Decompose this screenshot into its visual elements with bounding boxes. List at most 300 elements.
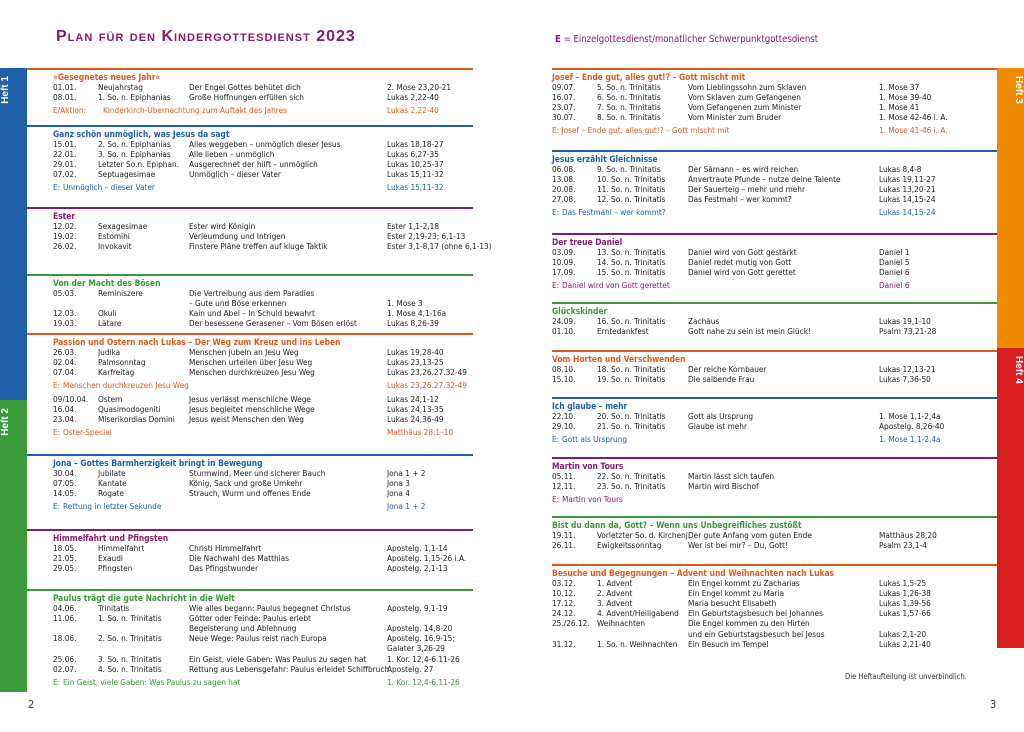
sunday-cell: Invokavit bbox=[98, 241, 132, 252]
heft-tab-1 bbox=[0, 68, 27, 408]
date-cell: 30.07. bbox=[552, 112, 576, 123]
sunday-cell: 2. Advent bbox=[597, 588, 633, 599]
e-topic: Ein Geist, viele Gaben: Was Paulus zu sagen hat bbox=[63, 676, 241, 687]
section-rule bbox=[53, 274, 473, 276]
section-color-marker bbox=[965, 350, 997, 352]
date-cell: 05.11. bbox=[552, 471, 576, 482]
table-row bbox=[53, 488, 473, 498]
table-row bbox=[552, 374, 965, 384]
e-label: E: bbox=[552, 207, 560, 218]
sunday-cell: Weihnachten bbox=[597, 618, 646, 629]
topic-cell: Kain und Abel – In Schuld bewahrt bbox=[189, 308, 315, 319]
topic-cell: Ausgerechnet der hilft – unmöglich bbox=[189, 159, 318, 170]
table-row bbox=[53, 241, 492, 252]
topic-cell: Christi Himmelfahrt bbox=[189, 543, 262, 554]
date-cell: 18.06. bbox=[53, 633, 77, 644]
single-service-row bbox=[53, 427, 473, 438]
table-row bbox=[53, 543, 473, 553]
section-color-marker bbox=[965, 457, 997, 459]
e-topic: Menschen durchkreuzen Jesu Weg bbox=[63, 380, 189, 391]
reference-cell: Lukas 2,1-20 bbox=[879, 628, 927, 639]
reference-cell: Matthäus 28,20 bbox=[879, 530, 937, 541]
sunday-cell: 9. So. n. Trinitatis bbox=[597, 164, 661, 175]
table-row bbox=[53, 318, 473, 328]
section-color-marker bbox=[965, 564, 997, 566]
section-title: Himmelfahrt und Pfingsten bbox=[53, 533, 169, 543]
table-row bbox=[552, 411, 965, 421]
date-cell: 29.05. bbox=[53, 563, 77, 574]
topic-cell: Der Sauerteig – mehr und mehr bbox=[688, 184, 805, 195]
section-color-marker bbox=[965, 150, 997, 152]
reference-cell: Lukas 8,26-39 bbox=[387, 318, 439, 329]
date-cell: 20.08. bbox=[552, 184, 576, 195]
sunday-cell: 5. So. n. Trinitatis bbox=[597, 82, 661, 93]
topic-cell: Ein Geist, viele Gaben: Was Paulus zu sagen hat bbox=[189, 653, 367, 664]
sunday-cell: Ewigkeitssonntag bbox=[597, 540, 662, 551]
topic-cell: Die Vertreibung aus dem Paradies bbox=[189, 288, 315, 299]
section-title: Ganz schön unmöglich, was Jesus da sagt bbox=[53, 129, 230, 139]
section-title: Ich glaube – mehr bbox=[552, 401, 628, 411]
e-reference: Lukas 23,26.27.32-49 bbox=[387, 380, 467, 391]
date-cell: 07.04. bbox=[53, 367, 77, 378]
date-cell: 26.11. bbox=[552, 540, 576, 551]
e-reference: Matthäus 28,1–10 bbox=[387, 427, 454, 438]
date-cell: 21.05. bbox=[53, 553, 77, 564]
date-cell: 02.04. bbox=[53, 357, 77, 368]
sunday-cell: 6. So. n. Trinitatis bbox=[597, 92, 661, 103]
table-row bbox=[552, 608, 965, 618]
table-row bbox=[552, 112, 965, 122]
sunday-cell: 3. So. n. Trinitatis bbox=[98, 653, 162, 664]
reference-cell: Lukas 1,57-66 bbox=[879, 608, 931, 619]
sunday-cell: Karfreitag bbox=[98, 367, 135, 378]
reference-cell: 1. Mose 37 bbox=[879, 82, 920, 93]
table-row bbox=[552, 530, 965, 540]
date-cell: 11.06. bbox=[53, 613, 77, 624]
section-color-marker bbox=[27, 274, 53, 276]
sunday-cell: 2. So. n. Epiphanias bbox=[98, 139, 171, 150]
table-row bbox=[53, 308, 473, 318]
date-cell: 19.03. bbox=[53, 318, 77, 329]
e-topic: Rettung in letzter Sekunde bbox=[63, 501, 162, 512]
topic-cell: Menschen durchkreuzen Jesu Weg bbox=[189, 367, 315, 378]
e-reference: Lukas 14,15-24 bbox=[879, 207, 936, 218]
sunday-cell: 2. So. n. Trinitatis bbox=[98, 633, 162, 644]
reference-cell: Lukas 18,18-27 bbox=[387, 139, 444, 150]
sunday-cell: Rogate bbox=[98, 488, 124, 499]
legend-key: E bbox=[555, 34, 561, 45]
date-cell: 10.09. bbox=[552, 257, 576, 268]
section-color-marker bbox=[27, 207, 53, 209]
reference-cell: Lukas 1,5-25 bbox=[879, 578, 927, 589]
legend-text: = Einzelgottesdienst/monatlicher Schwerpunktgottesdienst bbox=[563, 34, 819, 45]
sunday-cell: Exaudi bbox=[98, 553, 123, 564]
sunday-cell: 13. So. n. Trinitatis bbox=[597, 247, 666, 258]
sunday-cell: Letzter So.n. Epiphan. bbox=[98, 159, 179, 170]
sunday-cell: Miserikordias Domini bbox=[98, 414, 175, 425]
section-color-marker bbox=[965, 397, 997, 399]
table-row bbox=[53, 664, 473, 674]
reference-cell: Psalm 23,1-4 bbox=[879, 540, 927, 551]
heft-tab-1 bbox=[997, 68, 1024, 348]
date-cell: 16.07. bbox=[552, 92, 576, 103]
heft-tab-label: Heft 2 bbox=[0, 408, 11, 436]
section-rule bbox=[53, 68, 473, 70]
e-label: E: bbox=[53, 501, 61, 512]
reference-cell: 1. Mose 1,1-2,4a bbox=[879, 411, 941, 422]
topic-cell: Anvertraute Pfunde – nutze deine Talente bbox=[688, 174, 841, 185]
sunday-cell: 20. So. n. Trinitatis bbox=[597, 411, 666, 422]
reference-cell: 1. Mose 3 bbox=[387, 298, 423, 309]
topic-cell: Der gute Anfang vom guten Ende bbox=[688, 530, 812, 541]
reference-cell: 2. Mose 23,20-21 bbox=[387, 82, 452, 93]
table-row bbox=[53, 221, 473, 231]
topic-cell: Ester wird Königin bbox=[189, 221, 256, 232]
topic-cell: Neue Wege: Paulus reist nach Europa bbox=[189, 633, 327, 644]
table-row bbox=[552, 421, 965, 431]
topic-cell: Alle lieben – unmöglich bbox=[189, 149, 275, 160]
plan-section bbox=[552, 457, 965, 505]
sunday-cell: 15. So. n. Trinitatis bbox=[597, 267, 666, 278]
reference-cell: Lukas 12,13-21 bbox=[879, 364, 936, 375]
sunday-cell: 12. So. n. Trinitatis bbox=[597, 194, 666, 205]
section-color-marker bbox=[965, 233, 997, 235]
topic-cell: Begeisterung und Ablehnung bbox=[189, 623, 297, 634]
date-cell: 03.09. bbox=[552, 247, 576, 258]
sunday-cell: 1. So. n. Trinitatis bbox=[98, 613, 162, 624]
plan-section bbox=[552, 302, 965, 336]
date-cell: 01.01. bbox=[53, 82, 77, 93]
section-title: Jona – Gottes Barmherzigkeit bringt in Bewegung bbox=[53, 458, 263, 468]
topic-cell: Jesus begleitet menschliche Wege bbox=[189, 403, 315, 414]
single-service-row bbox=[552, 280, 965, 291]
plan-section bbox=[552, 233, 965, 291]
e-topic: Gott als Ursprung bbox=[562, 434, 628, 445]
reference-cell: Lukas 15,11-32 bbox=[387, 169, 444, 180]
section-rule bbox=[53, 529, 473, 531]
reference-cell: Apostelg. 1,15-26 i.A. bbox=[387, 553, 467, 564]
topic-cell: Alles weggeben – unmöglich dieser Jesus bbox=[189, 139, 341, 150]
table-row bbox=[53, 404, 473, 414]
section-title: Martin von Tours bbox=[552, 461, 624, 471]
sunday-cell: Reminiszere bbox=[98, 288, 143, 299]
sunday-cell: 18. So. n. Trinitatis bbox=[597, 364, 666, 375]
single-service-row bbox=[552, 494, 965, 505]
sunday-cell: Estomihi bbox=[98, 231, 130, 242]
plan-section bbox=[53, 68, 473, 116]
section-title: Vom Horten und Verschwenden bbox=[552, 354, 686, 364]
reference-cell: Apostelg. 1,1-14 bbox=[387, 543, 448, 554]
plan-section bbox=[552, 150, 965, 218]
sunday-cell: 16. So. n. Trinitatis bbox=[597, 316, 666, 327]
e-topic: Das Festmahl – wer kommt? bbox=[562, 207, 666, 218]
topic-cell: Jesus weist Menschen den Weg bbox=[189, 414, 304, 425]
plan-section bbox=[53, 529, 473, 573]
table-row bbox=[53, 613, 473, 623]
sunday-cell: Judika bbox=[98, 347, 121, 358]
page-number: 3 bbox=[990, 698, 997, 711]
e-topic: Kinderkirch-Übernachtung zum Auftakt des Jahres bbox=[103, 105, 288, 116]
e-topic: Oster-Special bbox=[63, 427, 112, 438]
table-row bbox=[53, 149, 473, 159]
table-row bbox=[552, 639, 965, 649]
date-cell: 26.02. bbox=[53, 241, 77, 252]
section-color-marker bbox=[27, 589, 53, 591]
section-rule bbox=[552, 516, 965, 518]
date-cell: 31.12. bbox=[552, 638, 576, 649]
date-cell: 05.03. bbox=[53, 288, 77, 299]
date-cell: 17.12. bbox=[552, 598, 576, 609]
table-row bbox=[53, 288, 473, 298]
e-reference: 1. Kor. 12,4-6.11-26 bbox=[387, 676, 460, 687]
table-row bbox=[552, 174, 965, 184]
date-cell: 03.12. bbox=[552, 578, 576, 589]
section-title: Paulus trägt die gute Nachricht in die Welt bbox=[53, 593, 235, 603]
section-title: Bist du dann da, Gott? – Wenn uns Unbegreifliches zustößt bbox=[552, 520, 802, 530]
reference-cell: Apostelg. 16,9-15; bbox=[387, 633, 455, 644]
plan-section bbox=[53, 274, 473, 328]
topic-cell: Menschen urteilen über Jesu Weg bbox=[189, 357, 313, 368]
date-cell: 12.03. bbox=[53, 308, 77, 319]
table-row bbox=[53, 357, 473, 367]
sunday-cell: 1. So. n. Weihnachten bbox=[597, 638, 678, 649]
sunday-cell: Himmelfahrt bbox=[98, 543, 145, 554]
reference-cell: 1. Mose 42-46 i. A. bbox=[879, 112, 948, 123]
single-service-row bbox=[53, 182, 473, 193]
topic-cell: Rettung aus Lebensgefahr: Paulus erleidet Schiffbruch bbox=[189, 663, 390, 674]
plan-section bbox=[552, 397, 965, 445]
plan-section bbox=[552, 68, 965, 136]
sunday-cell: 14. So. n. Trinitatis bbox=[597, 257, 666, 268]
date-cell: 17.09. bbox=[552, 267, 576, 278]
table-row bbox=[53, 367, 473, 377]
topic-cell: Ein Besuch im Tempel bbox=[688, 638, 769, 649]
date-cell: 09.07. bbox=[552, 82, 576, 93]
reference-cell: Lukas 1,39-56 bbox=[879, 598, 931, 609]
table-row bbox=[552, 540, 965, 550]
reference-cell: Apostelg. 27 bbox=[387, 663, 434, 674]
sunday-cell: 21. So. n. Trinitatis bbox=[597, 421, 666, 432]
reference-cell: Lukas 24,36-49 bbox=[387, 414, 444, 425]
section-title: Ester bbox=[53, 211, 76, 221]
e-label: E: bbox=[53, 676, 61, 687]
sunday-cell: 1. So. n. Epiphanias bbox=[98, 92, 171, 103]
plan-section bbox=[53, 125, 473, 193]
table-row bbox=[53, 159, 473, 169]
table-row bbox=[53, 139, 473, 149]
reference-cell: Lukas 19,11-27 bbox=[879, 174, 936, 185]
reference-cell: Daniel 6 bbox=[879, 267, 910, 278]
date-cell: 14.05. bbox=[53, 488, 77, 499]
plan-section bbox=[53, 454, 473, 512]
date-cell: 08.10. bbox=[552, 364, 576, 375]
sunday-cell: 7. So. n. Trinitatis bbox=[597, 102, 661, 113]
table-row bbox=[53, 623, 473, 633]
reference-cell: 1. Mose 41 bbox=[879, 102, 920, 113]
topic-cell: Martin wird Bischof bbox=[688, 481, 759, 492]
section-color-marker bbox=[27, 454, 53, 456]
topic-cell: Verleumdung und Intrigen bbox=[189, 231, 286, 242]
table-row bbox=[552, 247, 965, 257]
section-rule bbox=[552, 302, 965, 304]
heft-tab-label: Heft 1 bbox=[0, 76, 11, 104]
section-rule bbox=[53, 589, 473, 591]
date-cell: 25./26.12. bbox=[552, 618, 590, 629]
topic-cell: Der Engel Gottes behütet dich bbox=[189, 82, 301, 93]
topic-cell: Maria besucht Elisabeth bbox=[688, 598, 777, 609]
topic-cell: Die Engel kommen zu den Hirten bbox=[688, 618, 810, 629]
reference-cell: Jona 1 + 2 bbox=[387, 468, 426, 479]
date-cell: 12.11. bbox=[552, 481, 576, 492]
sunday-cell: Sexagesimae bbox=[98, 221, 148, 232]
sunday-cell: Vorletzter So. d. Kirchenj. bbox=[597, 530, 691, 541]
table-row bbox=[552, 257, 965, 267]
sunday-cell: 4. Advent/Heiligabend bbox=[597, 608, 679, 619]
reference-cell: 1. Mose 39-40 bbox=[879, 92, 932, 103]
section-color-marker bbox=[27, 529, 53, 531]
single-service-row bbox=[53, 380, 473, 391]
date-cell: 10.12. bbox=[552, 588, 576, 599]
table-row bbox=[552, 316, 965, 326]
date-cell: 22.10. bbox=[552, 411, 576, 422]
sunday-cell: Palmsonntag bbox=[98, 357, 146, 368]
topic-cell: Glaube ist mehr bbox=[688, 421, 748, 432]
date-cell: 15.01. bbox=[53, 139, 77, 150]
sunday-cell: 3. So. n. Epiphanias bbox=[98, 149, 171, 160]
date-cell: 30.04. bbox=[53, 468, 77, 479]
page-number: 2 bbox=[28, 698, 35, 711]
e-topic: Martin von Tours bbox=[562, 494, 623, 505]
sunday-cell: 8. So. n. Trinitatis bbox=[597, 112, 661, 123]
topic-cell: Der reiche Kornbauer bbox=[688, 364, 767, 375]
sunday-cell: Quasimodogeniti bbox=[98, 403, 161, 414]
table-row bbox=[552, 184, 965, 194]
topic-cell: Die salbende Frau bbox=[688, 374, 755, 385]
table-row bbox=[552, 82, 965, 92]
topic-cell: Wer ist bei mir? – Du, Gott! bbox=[688, 540, 788, 551]
reference-cell: Lukas 7,36-50 bbox=[879, 374, 931, 385]
sunday-cell: 1. Advent bbox=[597, 578, 633, 589]
date-cell: 19.11. bbox=[552, 530, 576, 541]
topic-cell: Vom Lieblingssohn zum Sklaven bbox=[688, 82, 807, 93]
reference-cell: Ester 3,1-8,17 (ohne 6,1-13) bbox=[387, 241, 492, 252]
reference-cell: Lukas 10,25-37 bbox=[387, 159, 444, 170]
reference-cell: Lukas 6,27-35 bbox=[387, 149, 439, 160]
date-cell: 25.06. bbox=[53, 653, 77, 664]
topic-cell: Große Hoffnungen erfüllen sich bbox=[189, 92, 304, 103]
section-title: Von der Macht des Bösen bbox=[53, 278, 161, 288]
topic-cell: Das Pfingstwunder bbox=[189, 563, 259, 574]
reference-cell: Jona 4 bbox=[387, 488, 410, 499]
table-row bbox=[552, 102, 965, 112]
section-rule bbox=[552, 68, 965, 70]
reference-cell: Psalm 73,21-28 bbox=[879, 326, 937, 337]
date-cell: 24.09. bbox=[552, 316, 576, 327]
date-cell: 19.02. bbox=[53, 231, 77, 242]
section-rule bbox=[53, 207, 473, 209]
table-row bbox=[53, 231, 473, 241]
sunday-cell: 3. Advent bbox=[597, 598, 633, 609]
e-topic: Unmöglich – dieser Vater bbox=[63, 182, 155, 193]
sunday-cell: 22. So. n. Trinitatis bbox=[597, 471, 666, 482]
section-rule bbox=[552, 564, 965, 566]
reference-cell: Apostelg. 9,1-19 bbox=[387, 603, 448, 614]
sunday-cell: 10. So. n. Trinitatis bbox=[597, 174, 666, 185]
topic-cell: Das Festmahl – wer kommt? bbox=[688, 194, 792, 205]
reference-cell: Galater 3,26-29 bbox=[387, 643, 445, 654]
sunday-cell: 4. So. n. Trinitatis bbox=[98, 663, 162, 674]
e-reference: 1. Mose 41-46 i. A. bbox=[879, 125, 948, 136]
topic-cell: Daniel wird von Gott gestärkt bbox=[688, 247, 797, 258]
e-reference: Lukas 15,11-32 bbox=[387, 182, 444, 193]
date-cell: 15.10. bbox=[552, 374, 576, 385]
date-cell: 29.10. bbox=[552, 421, 576, 432]
e-reference: Daniel 6 bbox=[879, 280, 910, 291]
topic-cell: Daniel wird von Gott gerettet bbox=[688, 267, 796, 278]
sunday-cell: Ostern bbox=[98, 393, 123, 404]
heft-tab-2 bbox=[997, 348, 1024, 648]
date-cell: 23.07. bbox=[552, 102, 576, 113]
reference-cell: 1. Kor. 12,4-6.11-26 bbox=[387, 653, 460, 664]
section-rule bbox=[53, 454, 473, 456]
table-row bbox=[552, 326, 965, 336]
table-row bbox=[53, 92, 473, 102]
single-service-row bbox=[53, 677, 473, 688]
table-row bbox=[53, 478, 473, 488]
section-rule bbox=[552, 457, 965, 459]
sunday-cell: Septuagesimae bbox=[98, 169, 156, 180]
reference-cell: Lukas 2,22-40 bbox=[387, 92, 439, 103]
table-row bbox=[53, 169, 473, 179]
e-reference: 1. Mose 1,1-2,4a bbox=[879, 434, 941, 445]
sunday-cell: Lätare bbox=[98, 318, 122, 329]
right-page bbox=[525, 0, 1024, 732]
reference-cell: Lukas 8,4-8 bbox=[879, 164, 922, 175]
date-cell: 09/10.04. bbox=[53, 393, 89, 404]
e-reference: Lukas 2,22-40 bbox=[387, 105, 439, 116]
topic-cell: Ein Geburtstagsbesuch bei Johannes bbox=[688, 608, 823, 619]
reference-cell: Lukas 2,21-40 bbox=[879, 638, 931, 649]
sunday-cell: Okuli bbox=[98, 308, 117, 319]
section-rule bbox=[53, 333, 473, 335]
heft-tab-label: Heft 3 bbox=[1013, 76, 1024, 104]
table-row bbox=[552, 164, 965, 174]
e-label: E: Josef – Ende gut, alles gut!? – Gott mischt mit bbox=[552, 125, 730, 136]
date-cell: 07.02. bbox=[53, 169, 77, 180]
single-service-row bbox=[53, 105, 473, 116]
e-reference: Jona 1 + 2 bbox=[387, 501, 426, 512]
single-service-row bbox=[552, 207, 965, 218]
topic-cell: Die Nachwahl des Matthias bbox=[189, 553, 290, 564]
date-cell: 07.05. bbox=[53, 478, 77, 489]
topic-cell: Strauch, Wurm und offenes Ende bbox=[189, 488, 311, 499]
table-row bbox=[552, 578, 965, 588]
topic-cell: – Gute und Böse erkennen bbox=[189, 298, 287, 309]
topic-cell: Der Sämann – es wird reichen bbox=[688, 164, 799, 175]
e-label: E/Aktion: bbox=[53, 105, 87, 116]
reference-cell: Apostelg. 2,1-13 bbox=[387, 563, 448, 574]
footnote: Die Heftaufteilung ist unverbindlich. bbox=[845, 672, 967, 681]
date-cell: 26.03. bbox=[53, 347, 77, 358]
topic-cell: Zachäus bbox=[688, 316, 720, 327]
date-cell: 27.08. bbox=[552, 194, 576, 205]
topic-cell: Vom Sklaven zum Gefangenen bbox=[688, 92, 801, 103]
date-cell: 24.12. bbox=[552, 608, 576, 619]
page-title: Plan für den Kindergottesdienst 2023 bbox=[56, 28, 356, 45]
e-label: E: bbox=[552, 434, 560, 445]
table-row bbox=[552, 598, 965, 608]
plan-section bbox=[552, 516, 965, 550]
